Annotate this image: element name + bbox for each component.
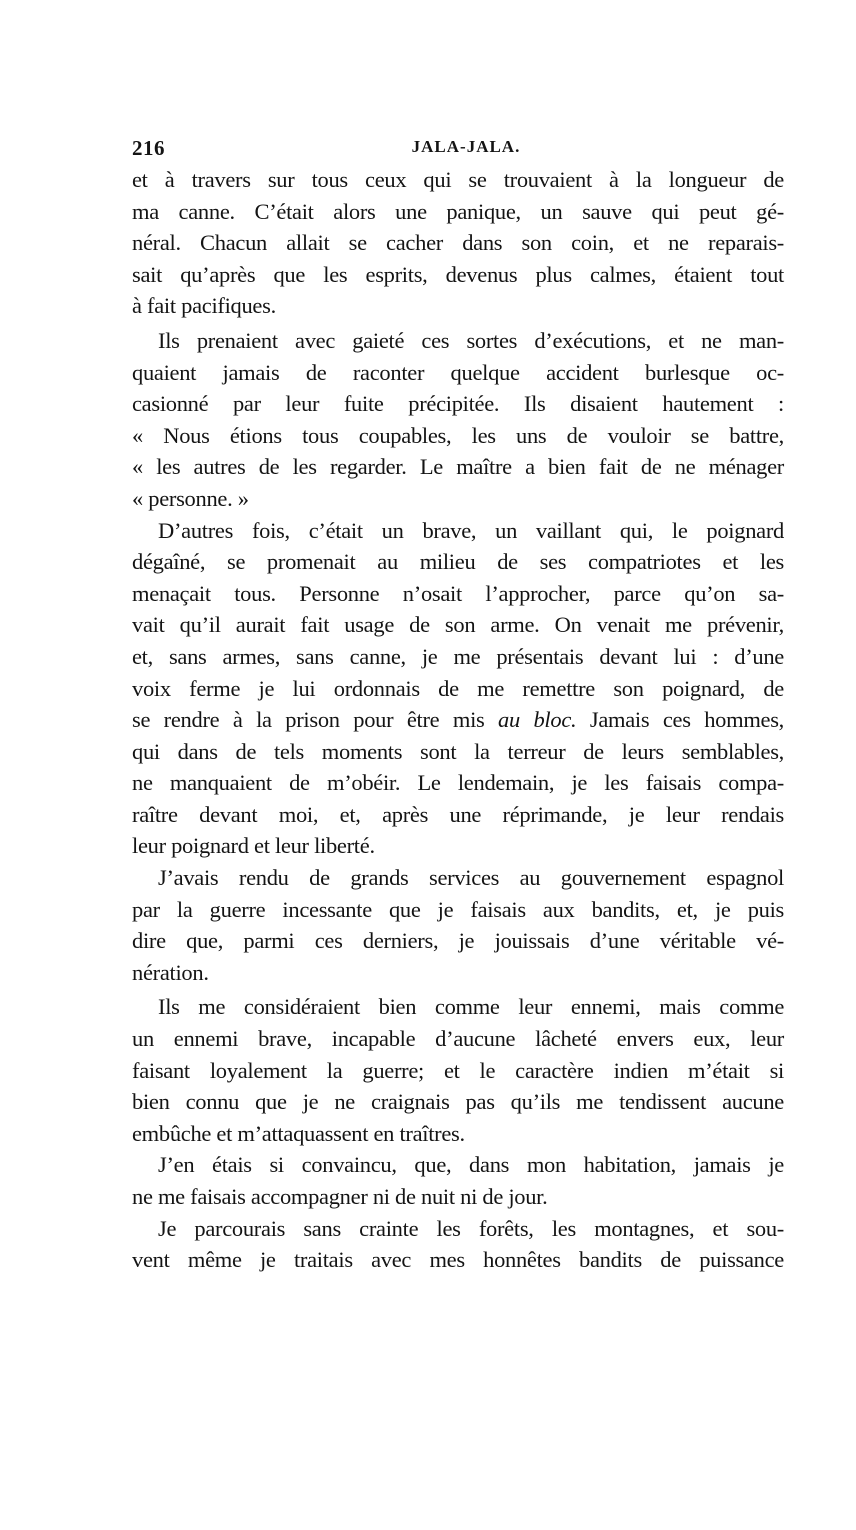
text-line: nération. xyxy=(132,959,209,985)
text-line: sait qu’après que les esprits, devenus plus calmes, étaient tout xyxy=(132,261,784,287)
text-line: dire que, parmi ces derniers, je jouissais d’une véritable vé- xyxy=(132,928,784,954)
quotation-line: « les autres de les regarder. Le maître a bien fait de ne ménager xyxy=(132,454,784,480)
text-line: voix ferme je lui ordonnais de me remettre son poignard, de xyxy=(132,675,784,701)
text-line: qui dans de tels moments sont la terreur de leurs semblables, xyxy=(132,738,784,764)
running-title: JALA-JALA. xyxy=(411,137,521,156)
text-line: dégaîné, se promenait au milieu de ses compatriotes et les xyxy=(132,549,784,575)
text-line: ne manquaient de m’obéir. Le lendemain, je les faisais compa- xyxy=(132,770,784,796)
text-line: par la guerre incessante que je faisais aux bandits, et, je puis xyxy=(132,896,784,922)
quotation-line: « Nous étions tous coupables, les uns de vouloir se battre, xyxy=(132,422,784,448)
text-line: raître devant moi, et, après une réprimande, je leur rendais xyxy=(132,801,784,827)
paragraph-start-line: D’autres fois, c’était un brave, un vaillant qui, le poignard xyxy=(158,517,784,543)
page-number: 216 xyxy=(132,136,165,160)
running-head xyxy=(132,136,782,162)
text-line: leur poignard et leur liberté. xyxy=(132,833,375,859)
text-line: vait qu’il aurait fait usage de son arme. On venait me prévenir, xyxy=(132,612,784,638)
text-line: faisant loyalement la guerre; et le caractère indien m’était si xyxy=(132,1057,784,1083)
text-line: casionné par leur fuite précipitée. Ils disaient hautement : xyxy=(132,391,784,417)
text-line: un ennemi brave, incapable d’aucune lâcheté envers eux, leur xyxy=(132,1026,784,1052)
text-line: à fait pacifiques. xyxy=(132,293,276,319)
text-line: et, sans armes, sans canne, je me présentais devant lui : d’une xyxy=(132,643,784,669)
paragraph-start-line: Ils prenaient avec gaieté ces sortes d’exécutions, et ne man- xyxy=(158,327,784,353)
text-line: néral. Chacun allait se cacher dans son coin, et ne reparais- xyxy=(132,230,784,256)
paragraph-start-line: J’en étais si convaincu, que, dans mon habitation, jamais je xyxy=(158,1152,784,1178)
text-segment: se rendre à la prison pour être mis xyxy=(132,707,499,733)
paragraph-start-line: Je parcourais sans crainte les forêts, les montagnes, et sou- xyxy=(158,1215,784,1241)
text-line-with-italic xyxy=(132,704,784,736)
text-line: ma canne. C’était alors une panique, un sauve qui peut gé- xyxy=(132,198,784,224)
text-line: vent même je traitais avec mes honnêtes bandits de puissance xyxy=(132,1247,784,1273)
paragraph-start-line: Ils me considéraient bien comme leur ennemi, mais comme xyxy=(158,994,784,1020)
text-line: quaient jamais de raconter quelque accident burlesque oc- xyxy=(132,359,784,385)
text-line: menaçait tous. Personne n’osait l’approcher, parce qu’on sa- xyxy=(132,580,784,606)
text-line: ne me faisais accompagner ni de nuit ni de jour. xyxy=(132,1184,548,1209)
quotation-line: « personne. » xyxy=(132,485,249,511)
text-segment: Jamais ces hommes, xyxy=(576,707,785,733)
italic-phrase: au bloc. xyxy=(498,707,577,733)
text-line: embûche et m’attaquassent en traîtres. xyxy=(132,1120,465,1146)
body-text xyxy=(132,164,784,1276)
paragraph-start-line: J’avais rendu de grands services au gouvernement espagnol xyxy=(158,865,784,891)
text-line: et à travers sur tous ceux qui se trouvaient à la longueur de xyxy=(132,167,784,192)
text-line: bien connu que je ne craignais pas qu’ils me tendissent aucune xyxy=(132,1089,784,1115)
